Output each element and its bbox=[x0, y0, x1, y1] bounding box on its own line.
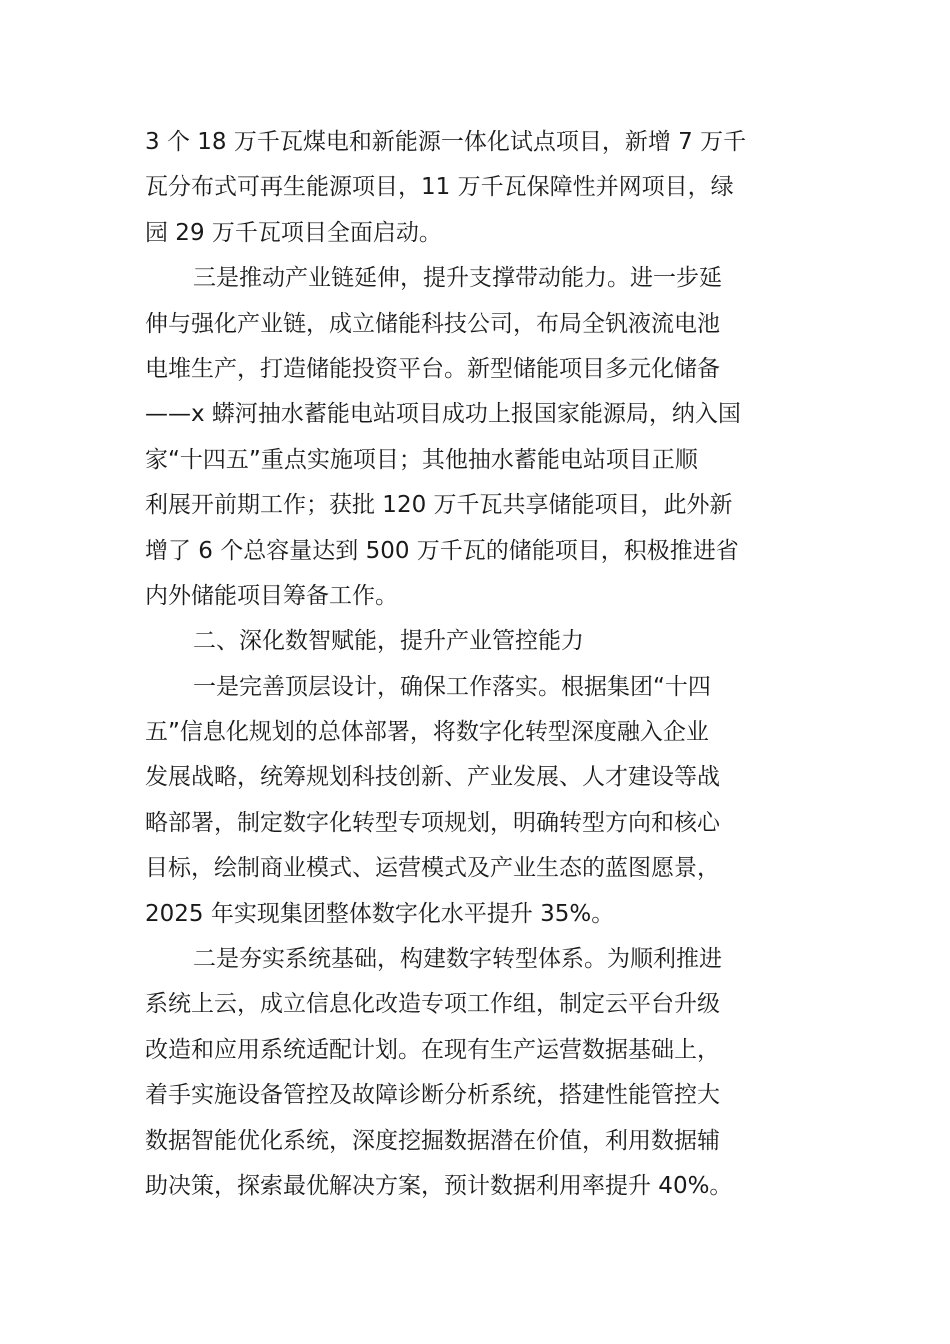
section-heading: 二、深化数智赋能，提升产业管控能力 bbox=[193, 628, 584, 655]
text-line: 助决策，探索最优解决方案，预计数据利用率提升 40%。 bbox=[145, 1172, 733, 1199]
text-line: 目标，绘制商业模式、运营模式及产业生态的蓝图愿景， bbox=[145, 855, 720, 882]
text-line: 伸与强化产业链，成立储能科技公司，布局全钒液流电池 bbox=[145, 310, 720, 337]
text-line: 2025 年实现集团整体数字化水平提升 35%。 bbox=[145, 900, 615, 927]
text-line: 家“十四五”重点实施项目；其他抽水蓄能电站项目正顺 bbox=[145, 446, 698, 473]
paragraph-first-line: 三是推动产业链延伸，提升支撑带动能力。进一步延 bbox=[193, 265, 722, 292]
text-line: 五”信息化规划的总体部署，将数字化转型深度融入企业 bbox=[145, 719, 709, 746]
text-line: 略部署，制定数字化转型专项规划，明确转型方向和核心 bbox=[145, 809, 720, 836]
text-line: 内外储能项目筹备工作。 bbox=[145, 582, 398, 609]
text-line: 着手实施设备管控及故障诊断分析系统，搭建性能管控大 bbox=[145, 1082, 720, 1109]
document-body bbox=[145, 120, 807, 1209]
text-line: 发展战略，统筹规划科技创新、产业发展、人才建设等战 bbox=[145, 764, 720, 791]
text-line: 瓦分布式可再生能源项目，11 万千瓦保障性并网项目，绿 bbox=[145, 174, 734, 201]
paragraph-first-line: 二是夯实系统基础，构建数字转型体系。为顺利推进 bbox=[193, 946, 722, 973]
text-line: 3 个 18 万千瓦煤电和新能源一体化试点项目，新增 7 万千 bbox=[145, 129, 747, 155]
text-line: ——x 蟒河抽水蓄能电站项目成功上报国家能源局，纳入国 bbox=[145, 401, 741, 428]
text-line: 利展开前期工作；获批 120 万千瓦共享储能项目，此外新 bbox=[145, 492, 733, 519]
text-line: 园 29 万千瓦项目全面启动。 bbox=[145, 219, 442, 246]
text-line: 数据智能优化系统，深度挖掘数据潜在价值，利用数据辅 bbox=[145, 1127, 720, 1154]
text-line: 电堆生产，打造储能投资平台。新型储能项目多元化储备 bbox=[145, 355, 720, 382]
text-line: 改造和应用系统适配计划。在现有生产运营数据基础上， bbox=[145, 1036, 720, 1063]
text-line: 系统上云，成立信息化改造专项工作组，制定云平台升级 bbox=[145, 991, 720, 1018]
paragraph-first-line: 一是完善顶层设计，确保工作落实。根据集团“十四 bbox=[193, 673, 711, 700]
text-line: 增了 6 个总容量达到 500 万千瓦的储能项目，积极推进省 bbox=[145, 537, 739, 564]
